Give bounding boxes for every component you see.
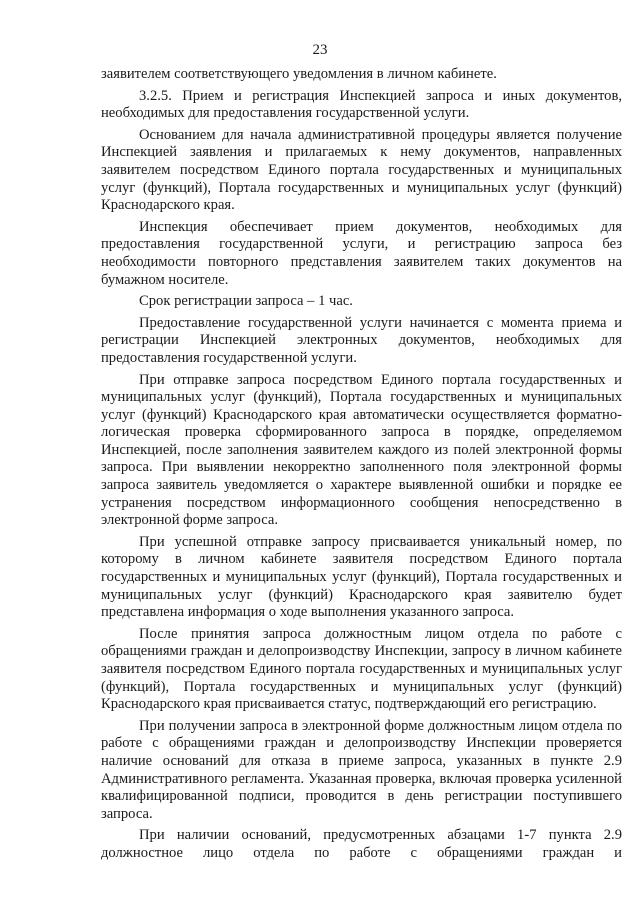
paragraph-registration-term: Срок регистрации запроса – 1 час. [139, 293, 353, 310]
document-body [101, 66, 622, 867]
page-number: 23 [312, 42, 328, 58]
paragraph-unique-number: При успешной отправке запросу присваивается уникальный номер, по которому в личном кабинете заявителя посредством Единого портала государственных и муниципальных услуг (функций), Портала государственных и муниципальных услуг (функций) Краснодарского края заявителю будет представлена информация о ходе выполнения указанного запроса. [101, 533, 622, 621]
paragraph-refusal-check: При получении запроса в электронной форме должностным лицом отдела по работе с обращениями граждан и делопроизводству Инспекции проверяется наличие оснований для отказа в приеме запроса, указанных в пункте 2.9 Административного регламента. Указанная проверка, включая проверка усиленной квалифицированной подписи, проводится в день регистрации поступившего запроса. [101, 717, 622, 822]
paragraph-service-start: Предоставление государственной услуги начинается с момента приема и регистрации Инспекцией электронных документов, необходимых для предоставления государственной услуги. [101, 314, 622, 366]
paragraph-inspection-provides: Инспекция обеспечивает прием документов, необходимых для предоставления государственной услуги, и регистрацию запроса без необходимости повторного представления заявителем таких документов на бумажном носителе. [101, 218, 622, 288]
paragraph-format-check: При отправке запроса посредством Единого портала государственных и муниципальных услуг (функций), Портала государственных и муниципальных услуг (функций) Краснодарского края автоматически осуществляется форматно-логическая проверка сформированного запроса в порядке, определяемом Инспекцией, после заполнения заявителем каждого из полей электронной формы запроса. При выявлении некорректно заполненного поля электронной формы запроса заявитель уведомляется о характере выявленной ошибки и порядке ее устранения посредством информационного сообщения непосредственно в электронной форме запроса. [101, 371, 622, 529]
paragraph-continuation: заявителем соответствующего уведомления в личном кабинете. [101, 66, 497, 82]
paragraph-grounds: При наличии оснований, предусмотренных абзацами 1-7 пункта 2.9 должностное лицо отдела по работе с обращениями граждан и [101, 827, 622, 861]
paragraph-basis: Основанием для начала административной процедуры является получение Инспекцией заявления и прилагаемых к нему документов, направленных заявителем посредством Единого портала государственных и муниципальных услуг (функций), Портала государственных и муниципальных услуг (функций) Краснодарского края. [101, 126, 622, 214]
paragraph-status-assigned: После принятия запроса должностным лицом отдела по работе с обращениями граждан и делопроизводству Инспекции, запросу в личном кабинете заявителя посредством Единого портала государственных и муниципальных услуг (функций), Портала государственных и муниципальных услуг (функций) Краснодарского края присваивается статус, подтверждающий его регистрацию. [101, 625, 622, 713]
section-heading-3-2-5: 3.2.5. Прием и регистрация Инспекцией запроса и иных документов, необходимых для предоставления государственной услуги. [101, 87, 622, 122]
